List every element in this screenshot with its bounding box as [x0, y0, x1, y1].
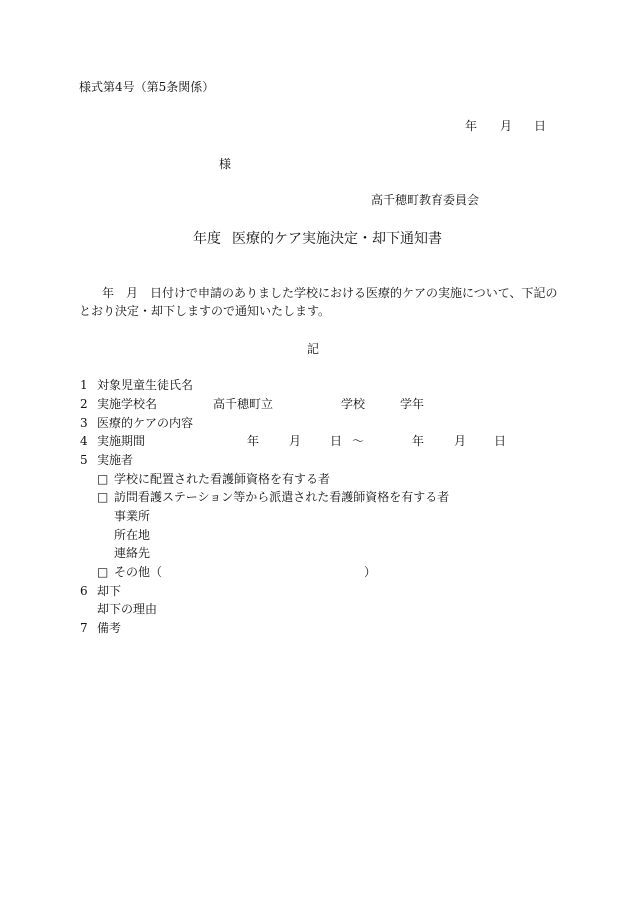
item-2-town: 高千穂町立 [213, 397, 274, 411]
item-4-start-day: 日 [330, 434, 343, 448]
item-2-grade: 学年 [400, 397, 425, 411]
item-1-label: 対象児童生徒氏名 [97, 378, 194, 392]
form-number: 様式第4号（第5条関係） [79, 80, 215, 94]
item-6-label: 却下 [97, 584, 122, 598]
item-6-number: 6 [80, 584, 88, 598]
item-4-end-day: 日 [494, 434, 507, 448]
item-3-number: 3 [80, 416, 88, 430]
item-4-end-year: 年 [412, 434, 425, 448]
other-paren-open: （ [150, 565, 163, 579]
date-day: 日 [534, 119, 547, 133]
item-2-number: 2 [80, 397, 88, 411]
contact-label: 連絡先 [114, 546, 151, 560]
title-year: 年度 [193, 231, 221, 247]
item-4-start-year: 年 [247, 434, 260, 448]
option-1-checkbox[interactable]: □ [97, 472, 109, 486]
body-line-2: とおり決定・却下しますので通知いたします。 [79, 304, 331, 318]
item-7-label: 備考 [97, 621, 122, 635]
item-4-tilde: ～ [352, 434, 365, 448]
addressee-suffix: 様 [219, 157, 232, 171]
address-label: 所在地 [114, 528, 151, 542]
option-2-checkbox[interactable]: □ [97, 490, 109, 504]
item-5-label: 実施者 [97, 453, 134, 467]
item-4-start-month: 月 [289, 434, 302, 448]
item-5-number: 5 [80, 453, 88, 467]
option-1-label: 学校に配置された看護師資格を有する者 [114, 472, 331, 486]
office-label: 事業所 [114, 509, 151, 523]
date-month: 月 [500, 119, 513, 133]
other-paren-close: ） [364, 565, 377, 579]
item-2-school: 学校 [341, 397, 366, 411]
item-2-label: 実施学校名 [97, 397, 158, 411]
item-4-number: 4 [80, 434, 88, 448]
option-other-checkbox[interactable]: □ [97, 565, 109, 579]
ki-heading: 記 [307, 342, 320, 356]
body-line-1: 年 月 日付けで申請のありました学校における医療的ケアの実施について、下記の [102, 286, 558, 300]
issuer: 高千穂町教育委員会 [371, 193, 480, 207]
item-4-label: 実施期間 [97, 434, 146, 448]
rejection-reason-label: 却下の理由 [97, 602, 158, 616]
page-title: 医療的ケア実施決定・却下通知書 [232, 231, 442, 247]
date-year: 年 [465, 119, 478, 133]
option-other-label: その他 [114, 565, 151, 579]
item-4-end-month: 月 [454, 434, 467, 448]
item-7-number: 7 [80, 621, 88, 635]
item-1-number: 1 [80, 378, 88, 392]
item-3-label: 医療的ケアの内容 [97, 416, 194, 430]
option-2-label: 訪問看護ステーション等から派遣された看護師資格を有する者 [114, 490, 450, 504]
